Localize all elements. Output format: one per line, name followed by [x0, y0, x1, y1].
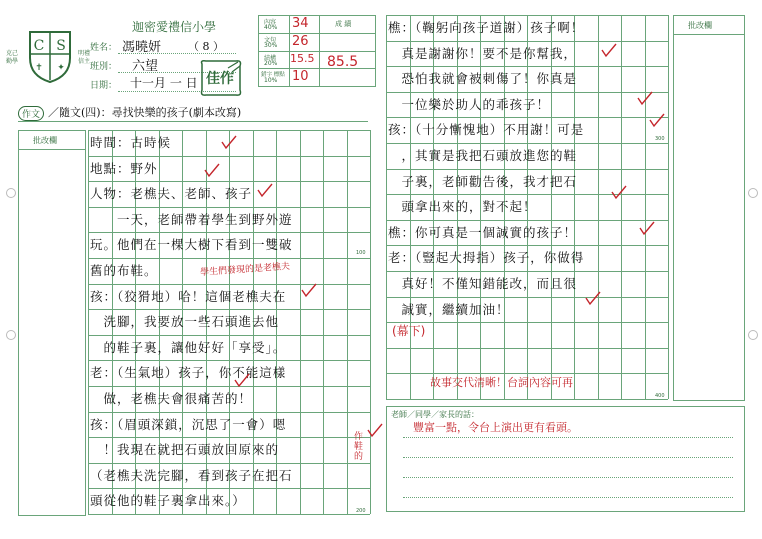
score-sentence: 26 [292, 34, 309, 49]
essay-line: 子裏，老師勸告後，我才把石 [388, 173, 578, 189]
student-number: （ 8 ） [188, 40, 224, 53]
svg-text:✝: ✝ [35, 63, 43, 73]
essay-line: 一天，老師帶着學生到野外遊 [90, 211, 293, 227]
essay-line: 恐怕我就會被刺傷了！你真是 [388, 71, 578, 87]
essay-line: 玩。他們在一棵大樹下看到一雙破 [90, 237, 293, 253]
score-table: 內容 40% 文句 30% 結構 20% 錯字 標點 10% 34 26 15.5 10 成 績 85.5 [258, 15, 376, 87]
inline-note: 作鞋的 [354, 432, 364, 462]
essay-title: ／隨文(四)：尋找快樂的孩子(劇本改寫) [48, 106, 242, 119]
essay-line: 時間：古時候 [90, 135, 172, 150]
date-label: 日期： [90, 81, 118, 91]
essay-line: ！我現在就把石頭放回原來的 [90, 442, 280, 458]
svg-text:✦: ✦ [57, 63, 65, 73]
score-content: 34 [292, 16, 309, 31]
svg-text:S: S [56, 38, 66, 54]
right-comment: 故事交代清晰！台詞內容可再 [430, 376, 573, 389]
essay-line: 頭拿出來的，對不起！ [388, 199, 537, 215]
right-marking-panel: 批改欄 [673, 15, 745, 401]
svg-text:C: C [33, 38, 45, 54]
end-mark: (幕下) [392, 324, 426, 338]
score-structure: 15.5 [290, 52, 315, 65]
stamp-text: 佳作 [206, 71, 234, 87]
essay-line: 的鞋子裏，讓他好好「享受」。 [90, 339, 287, 355]
essay-line: 洗腳，我要放一些石頭進去他 [90, 314, 280, 330]
date-value: 十一月 一 日 [130, 76, 198, 90]
essay-line: 地點：野外 [90, 160, 158, 176]
composition-sheet: C S ✝ ✦ 克己 勤學 明禮 信主 迦密愛禮信小學 姓名： 馮曉妍 （ 8 ） 班別： 六望 日期： 十一月 一 日 佳作 內容 40% 文句 30% 結構 20% 錯字 標點 10% 34 26 15.5 10 成 績 85.5 作文 ／隨文(四)：尋找快樂的孩子(劇本改寫) 批改欄 時間：古時候 地點：野外 人物：老樵夫、老師、孩子 一天，老師帶着學生到野外遊 玩。他們在一棵大樹下看到一雙破 舊的布鞋。 孩：（狡猾地）哈！這個老樵夫在 洗腳，我要放一些石頭進去他 的鞋子裏，讓他好好「享受」。 老：（生氣地）孩子，你不能這樣 做，老樵夫會很痛苦的！ 孩：（眉頭深鎖，沉思了一會）嗯 ！我現在就把石頭放回原來的 （老樵夫洗完腳，看到孩子在把石 頭從他的鞋子裏拿出來。） 樵：（鞠躬向孩子道謝）孩子啊！ 真是謝謝你！要不是你幫我， 恐怕我就會被刺傷了！你真是 一位樂於助人的乖孩子！ 孩：（十分慚愧地）不用謝！可是 ，其實是我把石頭放進您的鞋 子裏，老師勸告後，我才把石 頭拿出來的，對不起！ 樵：你可真是一個誠實的孩子！ 老：（豎起大拇指）孩子，你做得 真好！不僅知錯能改，而且很 誠實，繼續加油！ 批改欄 老師／同學／家長的話： 豐富一點，令台上演出更有看頭。 學生們發現的是老樵夫 作鞋的 (幕下) 故事交代清晰！台詞內容可再 100 200 300 400 [0, 0, 762, 539]
score-total: 85.5 [327, 54, 359, 70]
essay-line: 孩：（狡猾地）哈！這個老樵夫在 [90, 288, 287, 304]
essay-line: 孩：（眉頭深鎖，沉思了一會）嗯 [90, 416, 287, 432]
class-value: 六望 [132, 59, 159, 74]
essay-line: 誠實，繼續加油！ [388, 301, 510, 317]
title-prefix: 作文 [18, 106, 44, 121]
essay-line: 舊的布鞋。 [90, 263, 158, 278]
essay-line: 做，老樵夫會很痛苦的！ [90, 391, 253, 406]
student-name: 馮曉妍 [122, 40, 162, 55]
teacher-comment: 豐富一點，令台上演出更有看頭。 [413, 421, 578, 434]
essay-line: 樵：你可真是一個誠實的孩子！ [388, 224, 578, 240]
essay-line: ，其實是我把石頭放進您的鞋 [388, 148, 578, 163]
score-header: 成 績 [335, 20, 352, 28]
school-name: 迦密愛禮信小學 [132, 20, 217, 34]
essay-line: 老：（豎起大拇指）孩子，你做得 [388, 250, 585, 266]
essay-line: 一位樂於助人的乖孩子！ [388, 96, 551, 112]
left-marking-panel: 批改欄 [18, 130, 86, 516]
margin-note: 學生們發現的是老樵夫 [199, 261, 291, 279]
essay-line: 孩：（十分慚愧地）不用謝！可是 [388, 122, 585, 138]
motto-right: 明禮 信主 [78, 50, 91, 65]
essay-line: 真好！不僅知錯能改，而且很 [388, 276, 578, 291]
motto-left: 克己 勤學 [6, 50, 19, 65]
class-label: 班別： [90, 62, 118, 72]
essay-line: 真是謝謝你！要不是你幫我， [388, 45, 578, 61]
essay-line: （老樵夫洗完腳，看到孩子在把石 [90, 467, 293, 483]
essay-line: 頭從他的鞋子裏拿出來。） [90, 493, 246, 509]
feedback-label: 老師／同學／家長的話： [391, 410, 479, 419]
essay-line: 樵：（鞠躬向孩子道謝）孩子啊！ [388, 20, 585, 35]
score-spelling: 10 [292, 69, 309, 84]
essay-line: 人物：老樵夫、老師、孩子 [90, 186, 253, 202]
name-label: 姓名： [90, 43, 118, 53]
essay-line: 老：（生氣地）孩子，你不能這樣 [90, 365, 287, 381]
